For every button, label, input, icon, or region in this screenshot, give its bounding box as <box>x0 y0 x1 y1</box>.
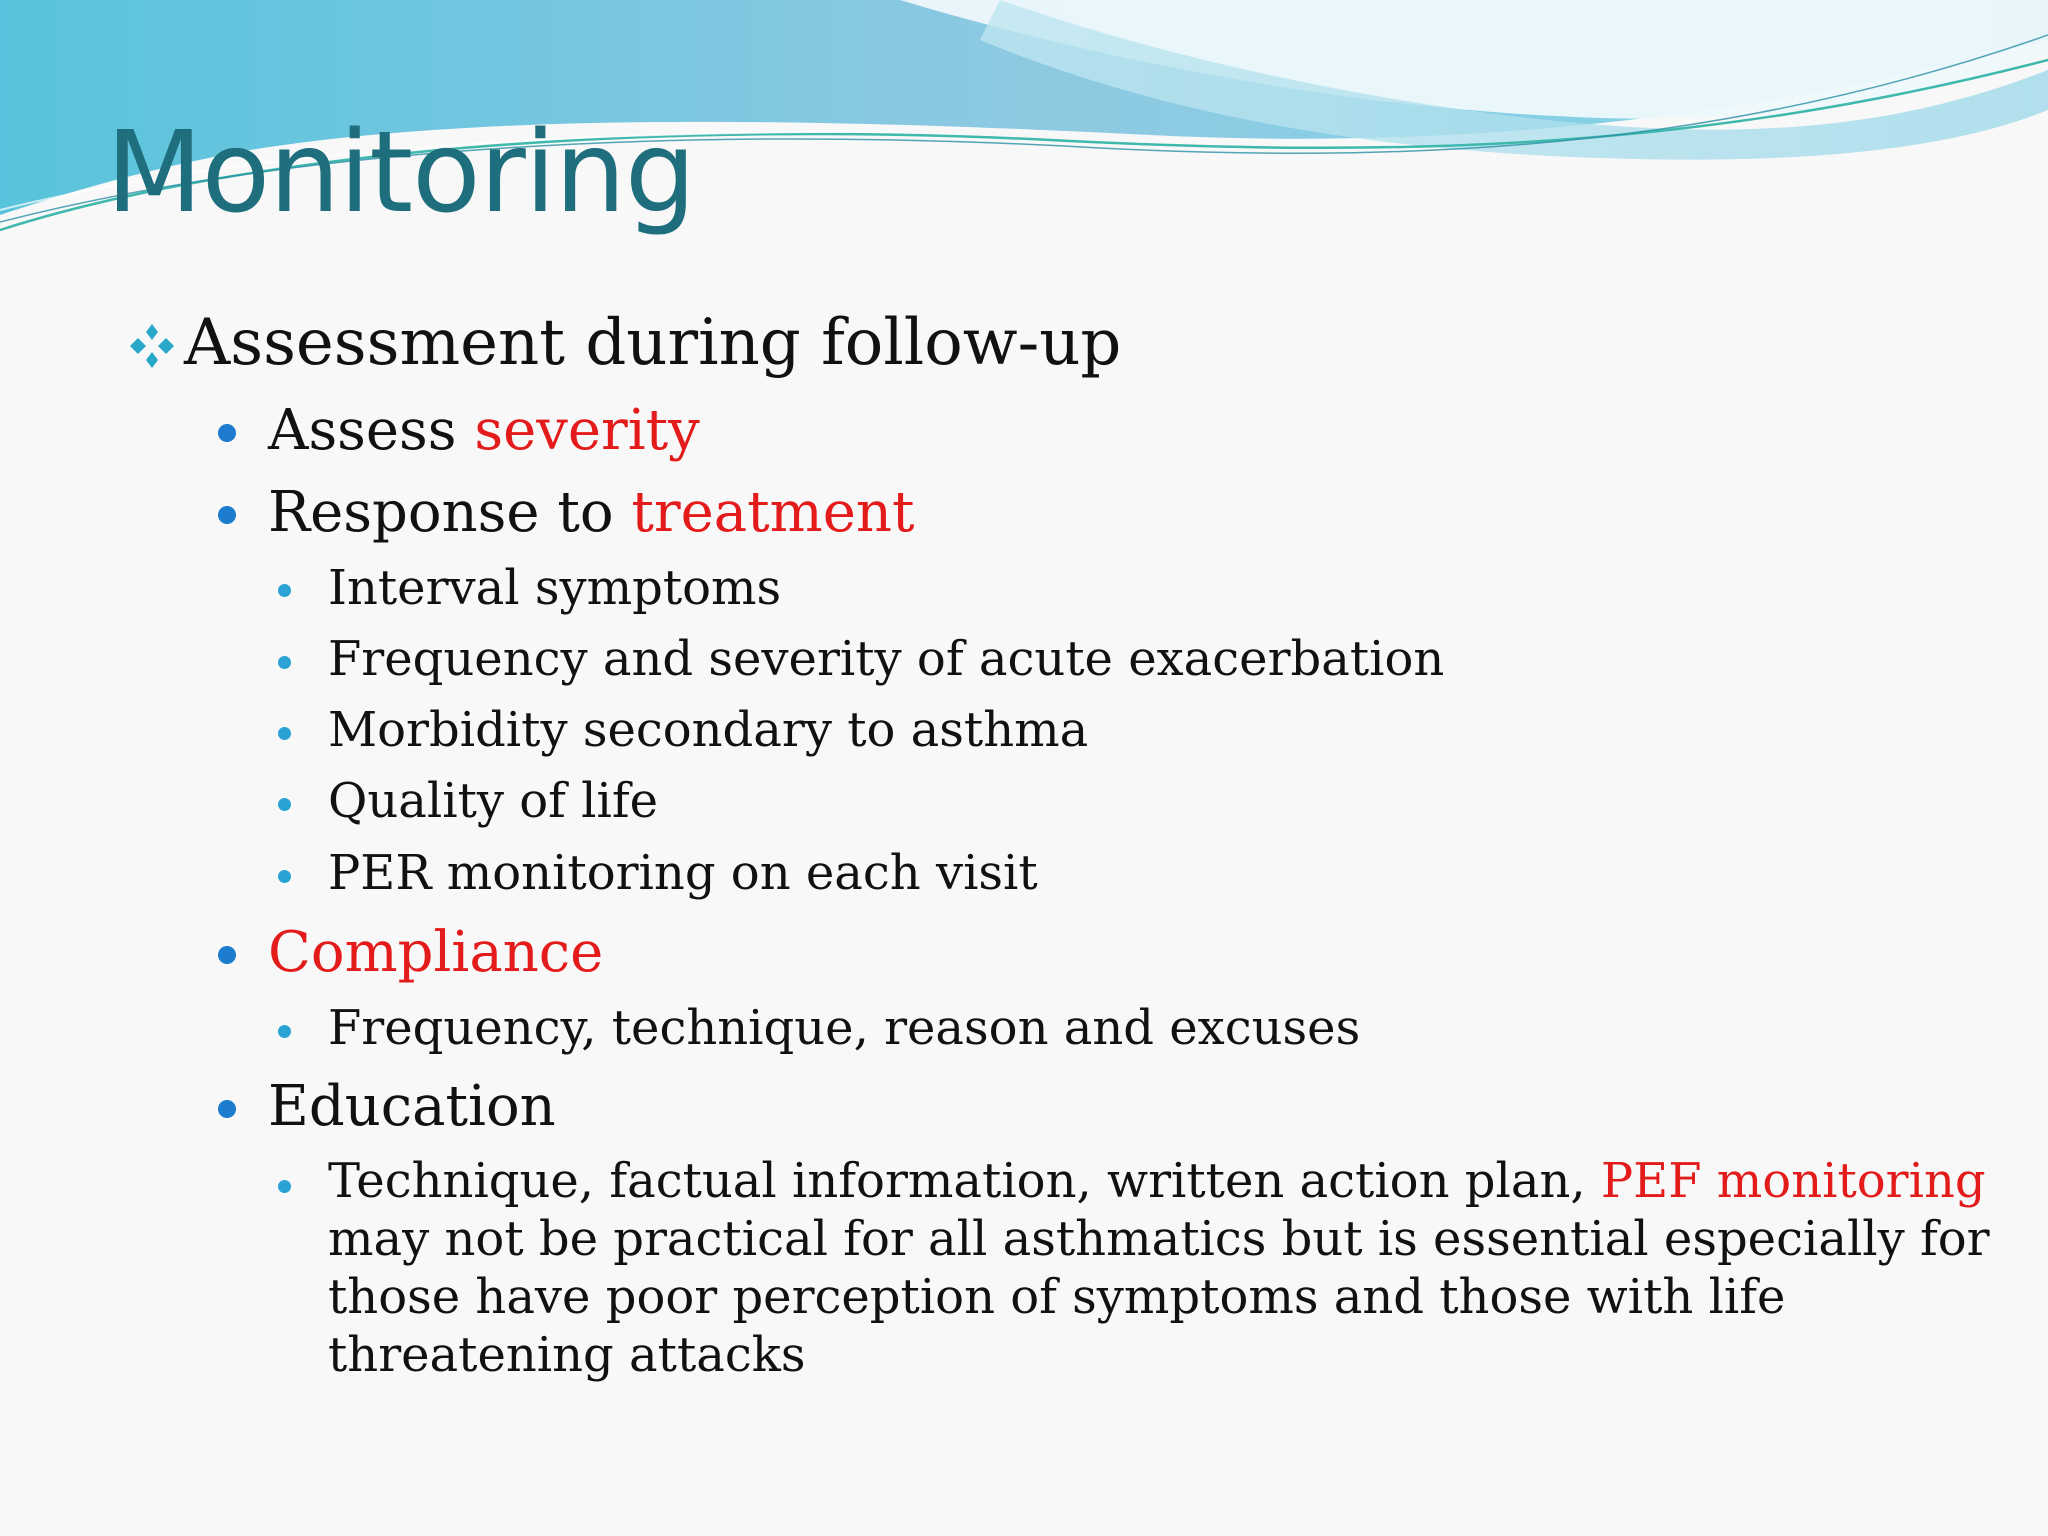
education-text: Technique, factual information, written action plan, <box>328 1153 1601 1209</box>
sub-item: Morbidity secondary to asthma <box>328 702 1089 758</box>
education-paragraph <box>328 1152 2008 1384</box>
bullet-dot <box>218 946 236 964</box>
diamond-bullet-icon <box>128 322 176 370</box>
education-text-rest: may not be practical for all asthmatics but is essential especially for those have poor perception of symptoms and those with life threatening attacks <box>328 1211 1990 1383</box>
sub-item: Frequency and severity of acute exacerbation <box>328 631 1445 687</box>
bullet-dot <box>218 1100 236 1118</box>
sub-item: PER monitoring on each visit <box>328 845 1038 901</box>
bullet-dot <box>218 424 236 442</box>
item-compliance: Compliance <box>268 920 604 985</box>
sub-bullet-dot <box>278 870 291 883</box>
item-response-highlight: treatment <box>631 480 915 545</box>
sub-bullet-dot <box>278 656 291 669</box>
sub-bullet-dot <box>278 1025 291 1038</box>
sub-item: Interval symptoms <box>328 560 782 616</box>
item-assess-highlight: severity <box>474 398 700 463</box>
sub-bullet-dot <box>278 727 291 740</box>
sub-bullet-dot <box>278 798 291 811</box>
bullet-dot <box>218 506 236 524</box>
education-highlight: PEF monitoring <box>1600 1153 1986 1209</box>
level1-heading: Assessment during follow-up <box>184 306 1122 380</box>
item-assess <box>268 398 700 463</box>
item-response <box>268 480 915 545</box>
sub-item: Quality of life <box>328 773 659 829</box>
item-response-text: Response to <box>268 480 632 545</box>
sub-bullet-dot <box>278 1180 291 1193</box>
sub-bullet-dot <box>278 584 291 597</box>
item-assess-text: Assess <box>268 398 475 463</box>
sub-item: Frequency, technique, reason and excuses <box>328 1000 1361 1056</box>
item-education: Education <box>268 1074 556 1139</box>
slide-title: Monitoring <box>106 108 695 238</box>
